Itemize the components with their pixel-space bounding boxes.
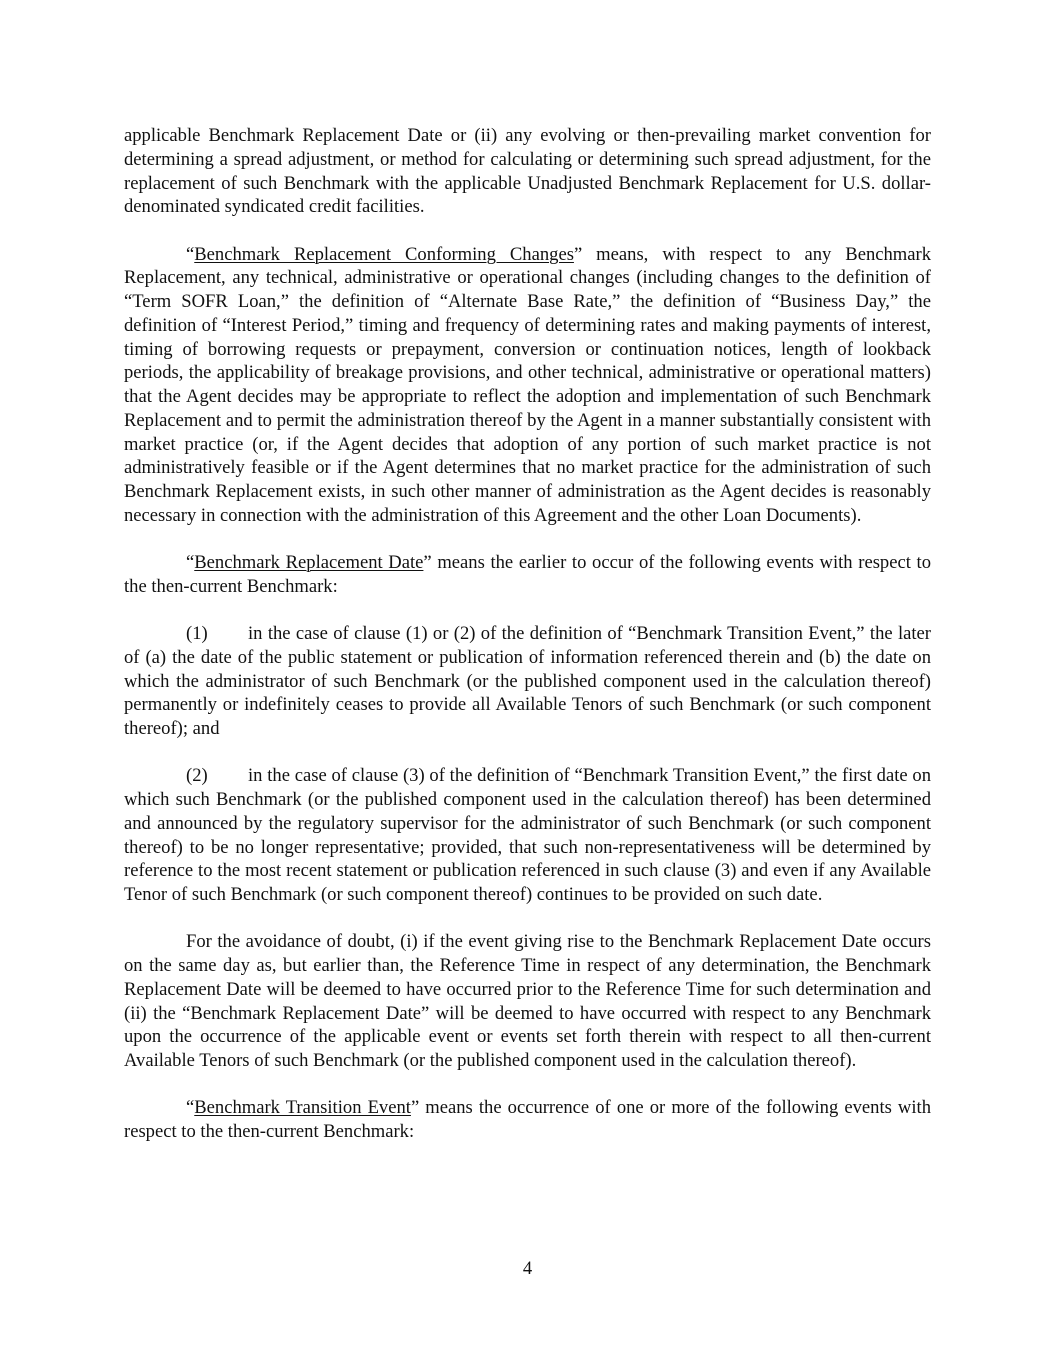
open-quote: “	[186, 552, 195, 573]
defined-term: Benchmark Transition Event	[194, 1097, 411, 1119]
list-item-1	[124, 622, 931, 741]
definition-body: ” means the earlier to occur of the following events with respect to the then-current Benchmark:	[124, 552, 931, 597]
list-item-text: in the case of clause (3) of the definition of “Benchmark Transition Event,” the first date on which such Benchmark (or the published component used in the calculation thereof) has been determined and announced by the regulatory supervisor for the administrator of such Benchmark (or such component thereof) to be no longer representative; provided, that such non-representativeness will be determined by reference to the most recent statement or publication referenced in such clause (3) and even if any Available Tenor of such Benchmark (or such component thereof) continues to be provided on such date.	[124, 765, 931, 905]
document-page	[124, 124, 931, 1167]
list-item-text: in the case of clause (1) or (2) of the definition of “Benchmark Transition Event,” the later of (a) the date of the public statement or publication of information referenced therein and (b) the date on which the administrator of such Benchmark (or the published component used in the calculation thereof) permanently or indefinitely ceases to provide all Available Tenors of such Benchmark (or such component thereof); and	[124, 623, 931, 739]
definition-body: ” means the occurrence of one or more of the following events with respect to the then-current Benchmark:	[124, 1097, 931, 1142]
page-number: 4	[522, 1258, 533, 1279]
defined-term: Benchmark Replacement Conforming Changes	[194, 243, 574, 265]
definition-conforming-changes	[124, 243, 931, 528]
definition-replacement-date	[124, 551, 931, 599]
paragraph-avoidance-of-doubt: For the avoidance of doubt, (i) if the event giving rise to the Benchmark Replacement Date occurs on the same day as, but earlier than, the Reference Time in respect of any determination, the Benchmark Replacement Date will be deemed to have occurred prior to the Reference Time for such determination and (ii) the “Benchmark Replacement Date” will be deemed to have occurred with respect to any Benchmark upon the occurrence of the applicable event or events set forth therein with respect to all then-current Available Tenors of such Benchmark (or the published component used in the calculation thereof).	[124, 931, 931, 1071]
defined-term: Benchmark Replacement Date	[194, 552, 424, 573]
paragraph-continuation: applicable Benchmark Replacement Date or (ii) any evolving or then-prevailing market convention for determining a spread adjustment, or method for calculating or determining such spread adjustment, for the replacement of such Benchmark with the applicable Unadjusted Benchmark Replacement for U.S. dollar-denominated syndicated credit facilities.	[124, 125, 931, 218]
list-item-number: (1)	[186, 623, 208, 644]
definition-transition-event	[124, 1096, 931, 1144]
open-quote: “	[186, 243, 195, 265]
list-item-2	[124, 764, 931, 907]
list-item-number: (2)	[186, 765, 208, 787]
open-quote: “	[186, 1097, 195, 1119]
definition-body: ” means, with respect to any Benchmark Replacement, any technical, administrative or operational changes (including changes to the definition of “Term SOFR Loan,” the definition of “Alternate Base Rate,” the definition of “Business Day,” the definition of “Interest Period,” timing and frequency of determining rates and making payments of interest, timing of borrowing requests or prepayment, conversion or continuation notices, length of lookback periods, the applicability of breakage provisions, and other technical, administrative or operational matters) that the Agent decides may be appropriate to reflect the adoption and implementation of such Benchmark Replacement and to permit the administration thereof by the Agent in a manner substantially consistent with market practice (or, if the Agent decides that adoption of any portion of such market practice is not administratively feasible or if the Agent determines that no market practice for the administration of such Benchmark Replacement exists, in such other manner of administration as the Agent decides is reasonably necessary in connection with the administration of this Agreement and the other Loan Documents).	[124, 243, 932, 526]
